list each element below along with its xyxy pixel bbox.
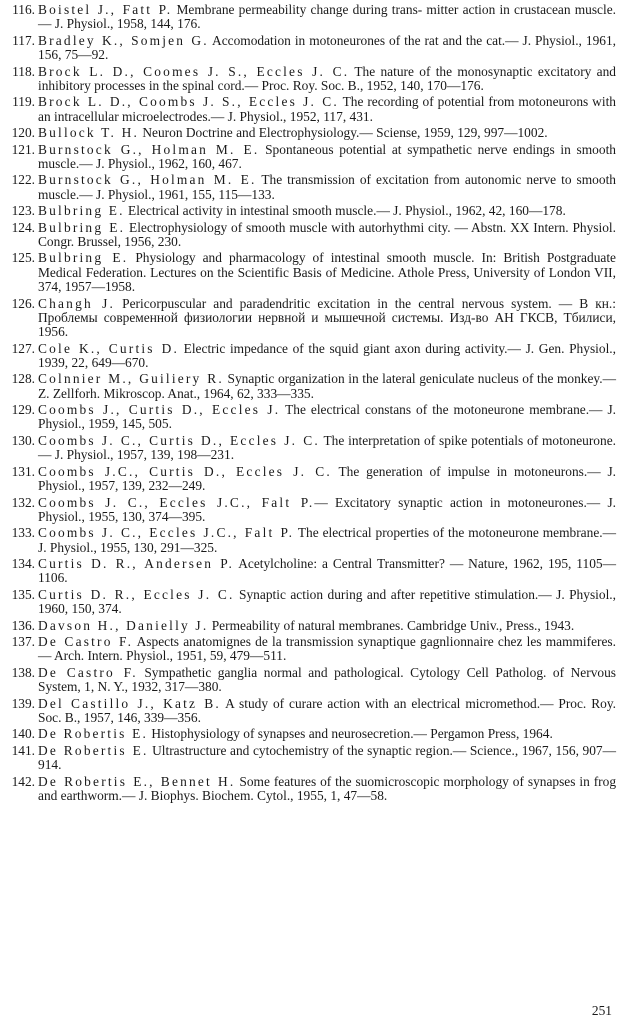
reference-authors: Curtis D. R., Eccles J. C. [38, 586, 235, 602]
reference-entry [0, 251, 620, 294]
reference-authors: De Robertis E., Bennet H. [38, 773, 236, 789]
reference-number: 129. [11, 402, 35, 418]
reference-authors: Coombs J. C., Eccles J.C., Falt P. [38, 494, 315, 510]
reference-authors: Brock L. D., Coomes J. S., Eccles J. C. [38, 63, 350, 79]
reference-entry [0, 173, 620, 202]
reference-text: Accomodation in motoneurones of the rat and the cat.— J. Physiol., 1961, 156, 75—92. [38, 32, 616, 63]
reference-text: Histophysiology of synapses and neurosecretion.— Pergamon Press, 1964. [148, 726, 553, 742]
reference-number: 123. [11, 203, 35, 219]
reference-number: 132. [11, 494, 35, 510]
reference-text: Ultrastructure and cytochemistry of the synaptic region.— Science., 1967, 156, 907—914. [38, 742, 616, 773]
reference-number: 125. [11, 250, 35, 266]
reference-text: The nature of the monosynaptic excitatory and inhibitory processes in the spinal cord.— Proc. Roy. Soc. B., 1952, 140, 170—176. [38, 63, 616, 93]
reference-entry [0, 143, 620, 172]
reference-entry [0, 666, 620, 695]
reference-entry [0, 3, 620, 32]
reference-entry [0, 403, 620, 432]
reference-entry [0, 297, 620, 340]
reference-entry [0, 126, 620, 140]
reference-entry [0, 744, 620, 773]
reference-authors: Coombs J., Curtis D., Eccles J. [38, 402, 281, 418]
reference-number: 142. [11, 773, 35, 789]
reference-authors: Burnstock G., Holman M. E. [38, 172, 257, 188]
reference-text: The interpretation of spike potentials of motoneurone.— J. Physiol., 1957, 139, 198—231. [38, 432, 616, 463]
reference-entry [0, 775, 620, 804]
reference-entry [0, 465, 620, 494]
reference-entry [0, 34, 620, 63]
reference-text: Physiology and pharmacology of intestinal smooth muscle. In: British Postgraduate Medical Federation. Lectures on the Scientific Basis of Medicine. Athole Press, University of London VII, 374, 1957—1958. [38, 250, 616, 295]
reference-number: 136. [11, 617, 35, 633]
reference-text: The transmission of excitation from autonomic nerve to smooth muscle.— J. Physiol., 1961, 155, 115—133. [38, 172, 616, 202]
page-number: 251 [591, 1003, 612, 1018]
reference-text: Membrane permeability change during trans- mitter action in crustacean muscle.— J. Physiol., 1958, 144, 176. [38, 2, 617, 32]
reference-number: 121. [11, 141, 35, 157]
reference-text: Acetylcholine: a Central Transmitter? — Nature, 1962, 195, 1105—1106. [38, 556, 616, 586]
reference-text: Spontaneous potential at sympathetic nerve endings in smooth muscle.— J. Physiol., 1962, 160, 467. [38, 141, 616, 171]
reference-entry [0, 727, 620, 741]
reference-authors: Davson H., Danielly J. [38, 617, 209, 633]
reference-authors: De Castro F. [38, 664, 138, 680]
reference-number: 138. [11, 664, 35, 680]
reference-authors: Curtis D. R., Andersen P. [38, 556, 235, 572]
reference-text: Aspects anatomignes de la transmission synaptique gagnlionnaire chez les mammiferes.— Arch. Intern. Physiol., 1951, 59, 479—511. [38, 634, 616, 664]
reference-authors: De Robertis E. [38, 726, 149, 742]
reference-number: 140. [11, 726, 35, 742]
reference-text: Synaptic organization in the lateral geniculate nucleus of the monkey.— Z. Zellforh. Mikroscop. Anat., 1964, 62, 333—335. [38, 371, 616, 401]
reference-number: 124. [11, 219, 35, 235]
reference-authors: De Castro F. [38, 634, 134, 650]
reference-number: 135. [11, 586, 35, 602]
reference-authors: Changh J. [38, 295, 116, 311]
reference-text: — Excitatory synaptic action in motoneurones.— J. Physiol., 1955, 130, 374—395. [38, 494, 616, 524]
reference-entry [0, 635, 620, 664]
reference-text: The recording of potential from motoneurons with an intracellular microelectrodes.— J. Physiol., 1952, 117, 431. [38, 94, 616, 124]
reference-number: 127. [11, 340, 35, 356]
reference-text: Electrical activity in intestinal smooth muscle.— J. Physiol., 1962, 42, 160—178. [124, 203, 566, 219]
reference-authors: Bulbring E. [38, 203, 125, 219]
reference-entry [0, 372, 620, 401]
reference-authors: Coombs J.C., Curtis D., Eccles J. C. [38, 463, 332, 479]
reference-number: 117. [12, 32, 35, 48]
reference-authors: Del Castillo J., Katz B. [38, 695, 221, 711]
reference-number: 118. [12, 63, 35, 79]
reference-number: 130. [11, 432, 35, 448]
reference-number: 120. [11, 125, 35, 141]
reference-authors: Bulbring E. [38, 219, 126, 235]
reference-entry [0, 434, 620, 463]
reference-text: Electrophysiology of smooth muscle with autorhythmi city. — Abstn. XX Intern. Physiol. Congr. Brussel, 1956, 230. [38, 219, 617, 249]
reference-text: The electrical properties of the motoneurone membrane.— J. Physiol., 1955, 130, 291—325. [38, 525, 617, 555]
reference-number: 134. [11, 556, 35, 572]
reference-number: 126. [11, 295, 35, 311]
reference-number: 131. [11, 463, 35, 479]
reference-text: Neuron Doctrine and Electrophysiology.— Sciense, 1959, 129, 997—1002. [139, 125, 548, 141]
reference-text: Permeability of natural membranes. Cambridge Univ., Press., 1943. [208, 617, 575, 633]
reference-entry [0, 65, 620, 94]
reference-text: Electric impedance of the squid giant axon during activity.— J. Gen. Physiol., 1939, 22, 649—670. [38, 340, 616, 370]
reference-entry [0, 697, 620, 726]
reference-number: 128. [11, 371, 35, 387]
reference-authors: Burnstock G., Holman M. E. [38, 141, 260, 157]
reference-entry [0, 204, 620, 218]
reference-number: 139. [11, 695, 35, 711]
reference-number: 137. [11, 634, 35, 650]
reference-authors: Coombs J. C., Eccles J.C., Falt P. [38, 525, 295, 541]
reference-text: Synaptic action during and after repetitive stimulation.— J. Physiol., 1960, 150, 374. [38, 586, 616, 617]
reference-number: 116. [12, 2, 35, 17]
reference-authors: Bradley K., Somjen G. [38, 32, 209, 48]
reference-number: 141. [11, 742, 35, 758]
reference-authors: Coombs J. C., Curtis D., Eccles J. C. [38, 432, 320, 448]
reference-list [0, 3, 620, 806]
reference-entry [0, 95, 620, 124]
reference-authors: Brock L. D., Coombs J. S., Eccles J. C. [38, 94, 339, 110]
reference-authors: Cole K., Curtis D. [38, 340, 179, 356]
reference-authors: De Robertis E. [38, 742, 149, 758]
reference-number: 119. [12, 94, 35, 110]
reference-authors: Bulbring E. [38, 250, 129, 266]
reference-entry [0, 526, 620, 555]
reference-text: Some features of the suomicroscopic morphology of synapses in frog and earthworm.— J. Biophys. Biochem. Cytol., 1955, 1, 47—58. [38, 773, 617, 804]
reference-text: The generation of impulse in motoneurons.— J. Physiol., 1957, 139, 232—249. [38, 463, 616, 494]
reference-authors: Bullock T. H. [38, 125, 140, 141]
reference-entry [0, 342, 620, 371]
reference-entry [0, 588, 620, 617]
reference-text: The electrical constans of the motoneurone membrane.— J. Physiol., 1959, 145, 505. [38, 402, 616, 432]
reference-entry [0, 221, 620, 250]
reference-number: 122. [11, 172, 35, 188]
reference-authors: Boistel J., Fatt P. [38, 2, 173, 17]
reference-text: Sympathetic ganglia normal and pathological. Cytology Cell Patholog. of Nervous System, 1, N. Y., 1932, 317—380. [38, 664, 616, 695]
reference-number: 133. [11, 525, 35, 541]
reference-text: A study of curare action with an electrical micromethod.— Proc. Roy. Soc. B., 1957, 146, 339—356. [38, 695, 616, 725]
reference-entry [0, 496, 620, 525]
reference-entry [0, 619, 620, 633]
reference-entry [0, 557, 620, 586]
reference-text: Pericorpuscular and paradendritic excitation in the central nervous system. — В кн.: Проблемы современной физиологии нервной и мышечной системы. Изд-во АН ГКСВ, Тбилиси, 1956. [38, 295, 616, 340]
reference-authors: Colnnier M., Guiliery R. [38, 371, 224, 387]
